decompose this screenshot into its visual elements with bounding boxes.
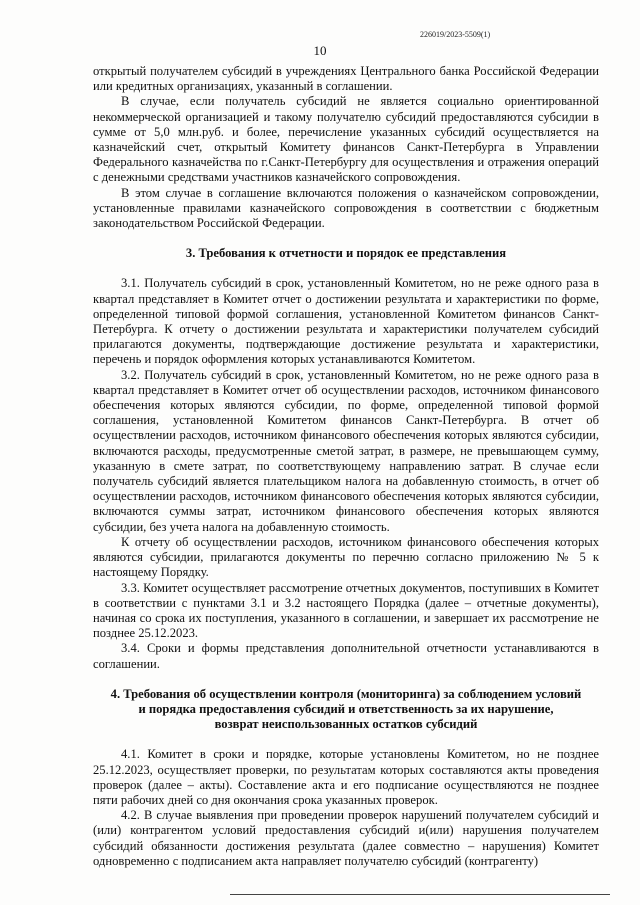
- section-heading-4-line1: 4. Требования об осуществлении контроля (мониторинга) за соблюдением условий: [110, 686, 582, 701]
- paragraph: 4.2. В случае выявления при проведении проверок нарушений получателем субсидий и (или) контрагентом условий предоставления субсидий и(или) нарушения получателем субсидий обязанности достижения результата (далее совместно – нарушения) Комитет одновременно с подписанием акта направляет получателю субсидий (контрагенту): [93, 808, 599, 868]
- paragraph: В случае, если получатель субсидий не является социально ориентированной некоммерческой организацией и такому получателю субсидий предоставляются субсидии в сумме от 5,0 млн.руб. и более, перечисление указанных субсидий осуществляется на казначейский счет, открытый Комитету финансов Санкт-Петербурга в Управлении Федерального казначейства по г.Санкт-Петербургу для осуществления и отражения операций с денежными средствами участников казначейского сопровождения.: [93, 94, 599, 185]
- paragraph: К отчету об осуществлении расходов, источником финансового обеспечения которых являются субсидии, прилагаются документы по перечню согласно приложению № 5 к настоящему Порядку.: [93, 534, 599, 580]
- paragraph: 3.3. Комитет осуществляет рассмотрение отчетных документов, поступивших в Комитет в соответствии с пунктами 3.1 и 3.2 настоящего Порядка (далее – отчетные документы), начиная со срока их поступления, указанного в соглашении, и завершает их рассмотрение не позднее 25.12.2023.: [93, 580, 599, 641]
- paragraph: 3.1. Получатель субсидий в срок, установленный Комитетом, но не реже одного раза в квартал представляет в Комитет отчет о достижении результата и характеристики по форме, определенной типовой формой соглашения, установленной Комитетом финансов Санкт-Петербурга. К отчету о достижении результата и характеристики получателем субсидий прилагаются документы, подтверждающие достижение результата и характеристики, перечень и порядок оформления которых устанавливаются Комитетом.: [93, 276, 599, 367]
- paragraph: 3.4. Сроки и формы представления дополнительной отчетности устанавливаются в соглашении.: [93, 641, 599, 671]
- section-heading-4-line2: и порядка предоставления субсидий и ответственность за их нарушение,: [138, 701, 554, 716]
- document-id: 226019/2023-5509(1): [420, 30, 491, 39]
- document-body: [93, 64, 599, 869]
- paragraph: 3.2. Получатель субсидий в срок, установленный Комитетом, но не реже одного раза в квартал представляет в Комитет отчет об осуществлении расходов, источником финансового обеспечения которых являются субсидии, по форме, определенной типовой формой соглашения, установленной Комитетом финансов Санкт-Петербурга. В отчет об осуществлении расходов, источником финансового обеспечения которых являются субсидии, включаются расходы, предусмотренные сметой затрат, в размере, не превышающем сумму, указанную в смете затрат, по соответствующему направлению затрат. В случае если получатель субсидий является плательщиком налога на добавленную стоимость, в отчет об осуществлении расходов, источником финансового обеспечения которых являются субсидии, включаются суммы затрат, источником финансового обеспечения которых являются субсидии, без учета налога на добавленную стоимость.: [93, 367, 599, 534]
- section-heading-3: 3. Требования к отчетности и порядок ее представления: [185, 246, 507, 261]
- page-bottom-rule: [230, 894, 610, 895]
- paragraph: открытый получателем субсидий в учреждениях Центрального банка Российской Федерации или кредитных организациях, указанный в соглашении.: [93, 64, 599, 94]
- page-number: 10: [313, 43, 327, 58]
- paragraph: 4.1. Комитет в сроки и порядке, которые установлены Комитетом, но не позднее 25.12.2023, осуществляет проверки, по результатам которых составляются акты проведения проверок (далее – акты). Составление акта и его подписание осуществляются не позднее пяти рабочих дней со дня окончания срока указанных проверок.: [93, 747, 599, 807]
- paragraph: В этом случае в соглашение включаются положения о казначейском сопровождении, установленные правилами казначейского сопровождения в соответствии с бюджетным законодательством Российской Федерации.: [93, 185, 599, 231]
- section-heading-4-line3: возврат неиспользованных остатков субсидий: [214, 717, 478, 732]
